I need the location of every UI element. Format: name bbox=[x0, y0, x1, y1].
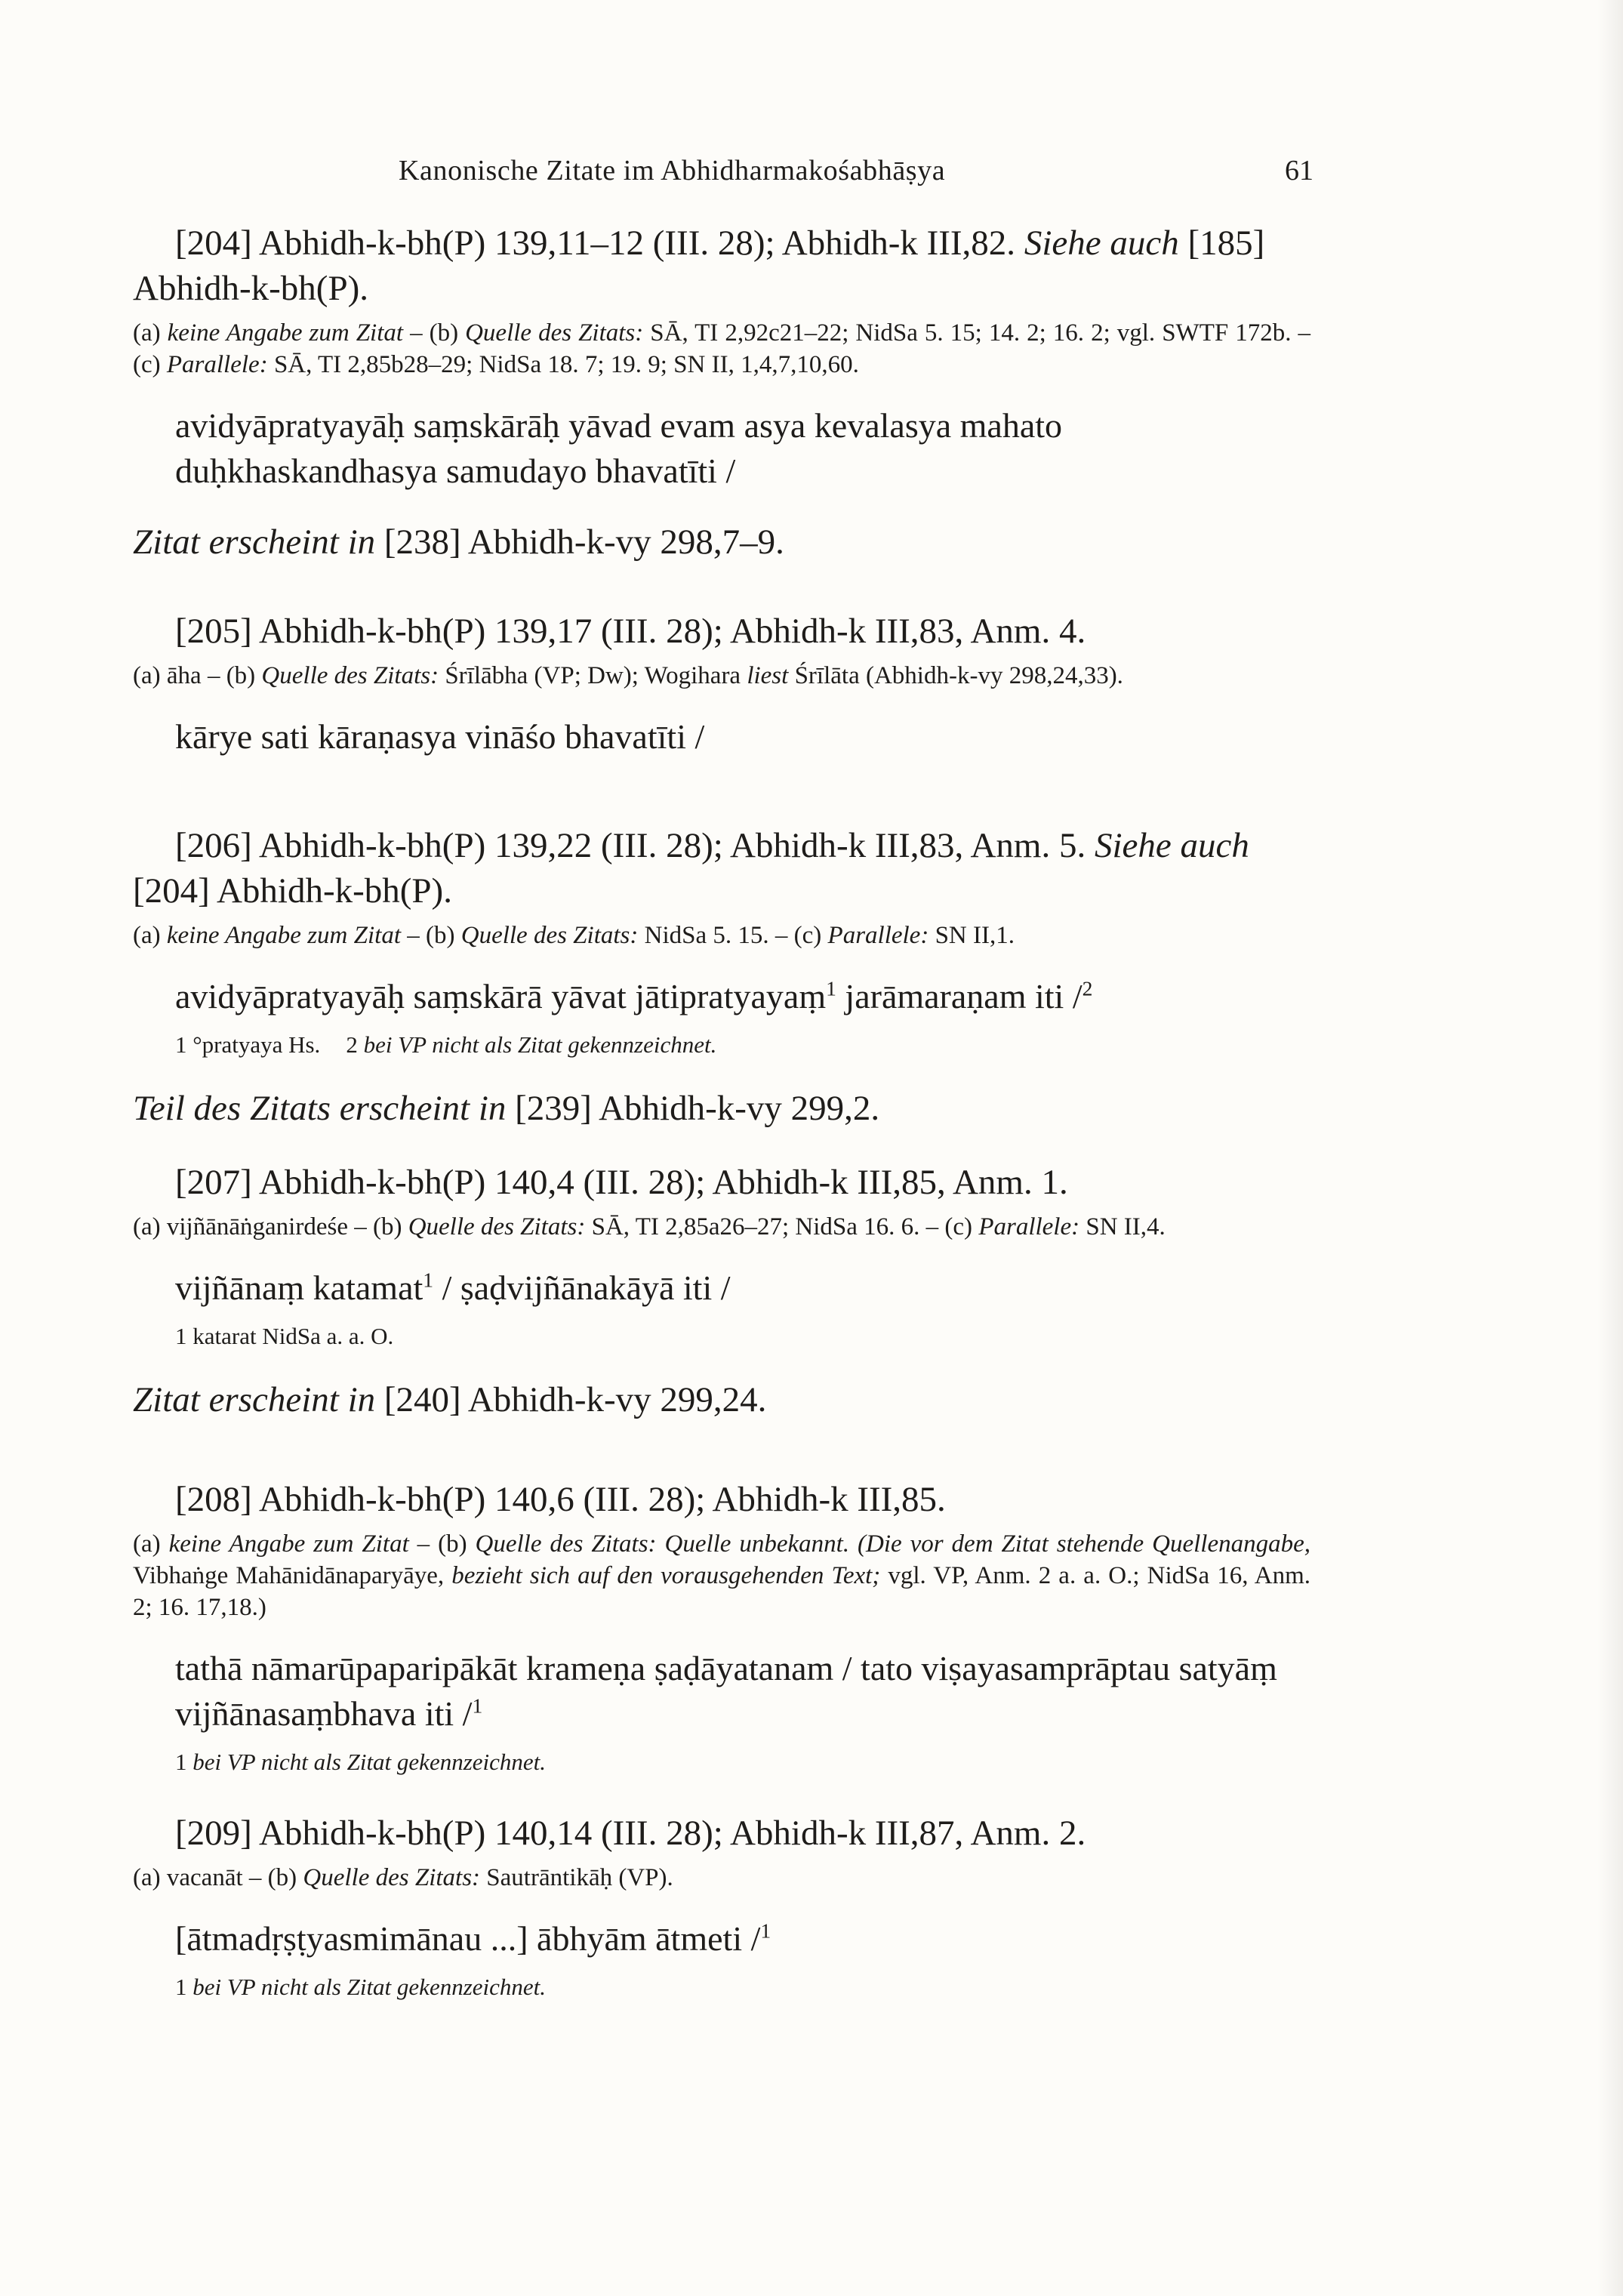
see-also-ref: [185] Abhidh-k-bh(P). bbox=[133, 223, 1265, 308]
appears-ref: [239] Abhidh-k-vy 299,2. bbox=[515, 1089, 880, 1128]
entry-ref: Abhidh-k-bh(P) 139,17 (III. 28); Abhidh-k III,83, Anm. 4. bbox=[258, 612, 1086, 651]
note-c-key: Parallele: bbox=[978, 1213, 1080, 1240]
entry-notes bbox=[133, 1211, 1310, 1243]
note-a-label: (a) bbox=[133, 922, 161, 949]
entry-205 bbox=[133, 609, 1310, 760]
quote-part: [ātmadṛṣṭyasmimānau ...] ābhyām ātmeti / bbox=[175, 1919, 761, 1958]
note-b-key2: liest bbox=[747, 662, 789, 689]
entry-id: [206] bbox=[175, 826, 252, 865]
note-c-label: – (c) bbox=[133, 319, 1310, 378]
page-number: 61 bbox=[1285, 155, 1313, 186]
entry-ref: Abhidh-k-bh(P) 140,4 (III. 28); Abhidh-k III,85, Anm. 1. bbox=[258, 1163, 1068, 1202]
sanskrit-quote bbox=[175, 1916, 1310, 1962]
note-b-key: Quelle des Zitats: bbox=[465, 319, 644, 347]
sanskrit-quote bbox=[175, 1646, 1310, 1737]
note-c-label: – (c) bbox=[775, 922, 822, 949]
footnote-1: bei VP nicht als Zitat gekennzeichnet. bbox=[192, 1749, 547, 1775]
note-c-text: SN II,4. bbox=[1086, 1213, 1166, 1240]
entry-notes bbox=[133, 1862, 1310, 1894]
entry-heading bbox=[133, 609, 1310, 654]
footnote-1: 1 katarat NidSa a. a. O. bbox=[175, 1323, 394, 1349]
entry-208 bbox=[133, 1477, 1310, 1777]
note-paren-c: bezieht sich auf den vorausgehenden Text; bbox=[451, 1562, 881, 1589]
entry-ref: Abhidh-k-bh(P) 140,14 (III. 28); Abhidh-k III,87, Anm. 2. bbox=[258, 1814, 1086, 1853]
entry-id: [207] bbox=[175, 1163, 252, 1202]
header-title: Kanonische Zitate im Abhidharmakośabhāṣya bbox=[399, 155, 946, 186]
note-paren-a: (Die vor dem Zitat stehende Quellenangabe, bbox=[858, 1530, 1310, 1558]
entry-207 bbox=[133, 1160, 1310, 1422]
note-b-text: Sautrāntikāḥ (VP). bbox=[486, 1864, 673, 1891]
footnote-2: bei VP nicht als Zitat gekennzeichnet. bbox=[363, 1031, 717, 1058]
note-a-label: (a) bbox=[133, 1530, 161, 1558]
note-b-label: – (b) bbox=[354, 1213, 402, 1240]
sanskrit-quote: kārye sati kāraṇasya vināśo bhavatīti / bbox=[175, 717, 705, 756]
note-a-label: (a) bbox=[133, 662, 161, 689]
entry-206 bbox=[133, 823, 1310, 1131]
footnotes bbox=[175, 1321, 1310, 1351]
note-b-text: SĀ, TI 2,85a26–27; NidSa 16. 6. bbox=[591, 1213, 920, 1240]
footnote-marker: 1 bbox=[423, 1268, 434, 1292]
note-b-key: Quelle des Zitats: bbox=[408, 1213, 586, 1240]
sanskrit-quote: avidyāpratyayāḥ saṃskārāḥ yāvad evam asya kevalasya mahato duḥkhaskandhasya samudayo bhavatīti / bbox=[175, 406, 1063, 490]
note-a-text: keine Angabe zum Zitat bbox=[167, 319, 404, 347]
note-c-label: – (c) bbox=[925, 1213, 973, 1240]
entry-heading bbox=[133, 1160, 1310, 1205]
footnote-1-num: 1 bbox=[175, 1974, 187, 2000]
note-b-label: – (b) bbox=[248, 1864, 297, 1891]
sanskrit-quote bbox=[175, 1265, 1310, 1311]
entry-notes bbox=[133, 920, 1310, 951]
note-c-text: SN II,1. bbox=[935, 922, 1015, 949]
note-c-key: Parallele: bbox=[827, 922, 929, 949]
see-also-label: Siehe auch bbox=[1094, 826, 1249, 865]
footnote-2-num: 2 bbox=[346, 1031, 358, 1058]
see-also-ref: [204] Abhidh-k-bh(P). bbox=[133, 871, 452, 911]
footnote-1-num: 1 bbox=[175, 1749, 187, 1775]
note-b-label: – (b) bbox=[410, 319, 459, 347]
note-a-text: vijñānāṅganirdeśe bbox=[166, 1213, 348, 1240]
note-b-key: Quelle des Zitats: bbox=[303, 1864, 481, 1891]
note-paren-d: vgl. VP, Anm. 2 a. a. O.; NidSa 16, Anm. 2; 16. 17,18.) bbox=[133, 1562, 1311, 1621]
note-b-key: Quelle des Zitats: bbox=[475, 1530, 657, 1558]
entry-id: [208] bbox=[175, 1480, 252, 1519]
footnote-marker: 1 bbox=[472, 1693, 483, 1718]
note-a-label: (a) bbox=[133, 1864, 161, 1891]
quote-part: / ṣaḍvijñānakāyā iti / bbox=[433, 1268, 731, 1307]
sanskrit-quote bbox=[175, 974, 1310, 1019]
entry-id: [204] bbox=[175, 223, 252, 263]
note-b-label: – (b) bbox=[207, 662, 256, 689]
page-edge-shadow bbox=[1597, 0, 1623, 2296]
note-a-text: vacanāt bbox=[166, 1864, 243, 1891]
note-c-text: SĀ, TI 2,85b28–29; NidSa 18. 7; 19. 9; SN II, 1,4,7,10,60. bbox=[273, 351, 859, 378]
note-a-text: keine Angabe zum Zitat bbox=[166, 922, 401, 949]
see-also-label: Siehe auch bbox=[1024, 223, 1179, 263]
note-paren-b: Vibhaṅge Mahānidānaparyāye, bbox=[133, 1562, 445, 1589]
note-a-text: āha bbox=[166, 662, 202, 689]
footnote-marker: 1 bbox=[826, 976, 836, 1000]
footnote-marker: 2 bbox=[1082, 976, 1093, 1000]
note-b-key: Quelle des Zitats: bbox=[460, 922, 639, 949]
running-header bbox=[399, 154, 1313, 199]
note-c-key: Parallele: bbox=[166, 351, 268, 378]
note-a-label: (a) bbox=[133, 1213, 161, 1240]
entry-notes bbox=[133, 317, 1310, 381]
entry-heading bbox=[133, 1477, 1310, 1522]
footnotes bbox=[175, 1747, 1310, 1777]
appears-in bbox=[133, 1377, 1310, 1422]
entry-204 bbox=[133, 220, 1310, 565]
entry-notes bbox=[133, 1528, 1310, 1623]
note-a-text: keine Angabe zum Zitat bbox=[168, 1530, 409, 1558]
footnotes bbox=[175, 1972, 1310, 2002]
entry-heading bbox=[133, 823, 1310, 914]
entry-id: [209] bbox=[175, 1814, 252, 1853]
appears-in bbox=[133, 1086, 1310, 1131]
footnote-1: bei VP nicht als Zitat gekennzeichnet. bbox=[192, 1974, 547, 2000]
note-b-text: Quelle unbekannt. bbox=[664, 1530, 850, 1558]
note-b-text: SĀ, TI 2,92c21–22; NidSa 5. 15; 14. 2; 16. 2; vgl. SWTF 172b. bbox=[650, 319, 1292, 347]
note-b-text: NidSa 5. 15. bbox=[644, 922, 769, 949]
entry-ref: Abhidh-k-bh(P) 139,11–12 (III. 28); Abhidh-k III,82. bbox=[258, 223, 1016, 263]
footnote-1: 1 °pratyaya Hs. bbox=[175, 1031, 321, 1058]
entry-heading bbox=[133, 220, 1310, 311]
note-b-label: – (b) bbox=[407, 922, 455, 949]
note-b-label: – (b) bbox=[417, 1530, 467, 1558]
appears-ref: [240] Abhidh-k-vy 299,24. bbox=[383, 1380, 767, 1419]
footnotes bbox=[175, 1030, 1310, 1060]
note-a-label: (a) bbox=[133, 319, 161, 347]
appears-in bbox=[133, 519, 1310, 565]
note-b-text: Śrīlābha (VP; Dw); Wogihara bbox=[445, 662, 741, 689]
appears-label: Zitat erscheint in bbox=[133, 1380, 376, 1419]
entry-209 bbox=[133, 1811, 1310, 2002]
quote-part: jarāmaraṇam iti / bbox=[836, 977, 1083, 1015]
note-b-key: Quelle des Zitats: bbox=[261, 662, 439, 689]
entry-heading bbox=[133, 1811, 1310, 1856]
quote-part: vijñānaṃ katamat bbox=[175, 1268, 423, 1307]
note-b-text2: Śrīlāta (Abhidh-k-vy 298,24,33). bbox=[794, 662, 1123, 689]
appears-ref: [238] Abhidh-k-vy 298,7–9. bbox=[383, 522, 784, 562]
entry-id: [205] bbox=[175, 612, 252, 651]
entry-ref: Abhidh-k-bh(P) 139,22 (III. 28); Abhidh-k III,83, Anm. 5. bbox=[258, 826, 1086, 865]
entry-ref: Abhidh-k-bh(P) 140,6 (III. 28); Abhidh-k III,85. bbox=[258, 1480, 946, 1519]
appears-label: Zitat erscheint in bbox=[133, 522, 376, 562]
appears-label: Teil des Zitats erscheint in bbox=[133, 1089, 507, 1128]
quote-part: tathā nāmarūpaparipākāt krameṇa ṣaḍāyatanam / tato viṣayasamprāptau satyāṃ vijñānasaṃbhava iti / bbox=[175, 1649, 1277, 1733]
quote-part: avidyāpratyayāḥ saṃskārā yāvat jātipratyayaṃ bbox=[175, 977, 827, 1015]
footnote-marker: 1 bbox=[760, 1918, 771, 1943]
entry-notes bbox=[133, 660, 1310, 692]
